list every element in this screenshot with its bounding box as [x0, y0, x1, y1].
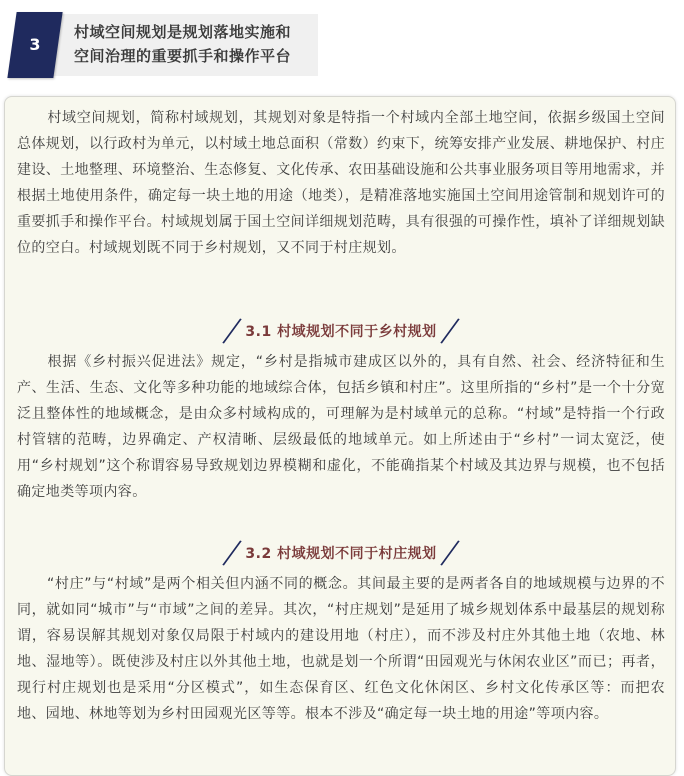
section-number: 3: [29, 35, 41, 54]
subsection-paragraph-text: 根据《乡村振兴促进法》规定，“乡村是指城市建成区以外的，具有自然、社会、经济特征和生产、生活、生态、文化等多种功能的地域综合体，包括乡镇和村庄”。这里所指的“乡村”是一个十分宽泛且整体性的地域概念，是由众多村域构成的，可理解为是村域单元的总称。“村域”是特指一个行政村管辖的范畴，边界确定、产权清晰、层级最低的地域单元。如上所述由于“乡村”一词太宽泛，使用“乡村规划”这个称谓容易导致规划边界模糊和虚化，不能确指某个村域及其边界与规模，也不包括确定地类等项内容。: [17, 354, 665, 500]
content-card: [4, 96, 676, 776]
subsection-title: 3.1 村域规划不同于乡村规划: [245, 324, 437, 340]
intro-paragraph: [17, 105, 665, 261]
subsection-heading-3-1: [5, 317, 677, 345]
section-number-badge: [7, 12, 62, 78]
section-header: [8, 12, 318, 78]
section-title-line1: 村域空间规划是规划落地实施和: [74, 23, 292, 41]
section-title-line2: 空间治理的重要抓手和操作平台: [74, 47, 292, 65]
slash-decoration-icon: [440, 318, 459, 343]
subsection-paragraph: [17, 571, 665, 727]
slash-decoration-icon: [223, 540, 242, 565]
subsection-heading-3-2: [5, 539, 677, 567]
slash-decoration-icon: [440, 540, 459, 565]
subsection-paragraph-text: “村庄”与“村域”是两个相关但内涵不同的概念。其间最主要的是两者各自的地域规模与边界的不同，就如同“城市”与“市域”之间的差异。其次，“村庄规划”是延用了城乡规划体系中最基层的规划称谓，容易误解其规划对象仅局限于村域内的建设用地（村庄），而不涉及村庄外其他土地（农地、林地、湿地等）。既使涉及村庄以外其他土地，也就是划一个所谓“田园观光与休闲农业区”而已；再者，现行村庄规划也是采用“分区模式”，如生态保育区、红色文化休闲区、乡村文化传承区等：而把农地、园地、林地等划为乡村田园观光区等等。根本不涉及“确定每一块土地的用途”等项内容。: [17, 576, 665, 722]
slash-decoration-icon: [223, 318, 242, 343]
subsection-paragraph: [17, 349, 665, 505]
subsection-title: 3.2 村域规划不同于村庄规划: [245, 546, 437, 562]
section-title: [74, 20, 314, 68]
intro-paragraph-text: 村域空间规划，简称村域规划，其规划对象是特指一个村域内全部土地空间，依据乡级国土空间总体规划，以行政村为单元，以村域土地总面积（常数）约束下，统筹安排产业发展、耕地保护、村庄建设、土地整理、环境整治、生态修复、文化传承、农田基础设施和公共事业服务项目等用地需求，并根据土地使用条件，确定每一块土地的用途（地类），是精准落地实施国土空间用途管制和规划许可的重要抓手和操作平台。村域规划属于国土空间详细规划范畴，具有很强的可操作性，填补了详细规划缺位的空白。村域规划既不同于乡村规划，又不同于村庄规划。: [17, 110, 665, 256]
